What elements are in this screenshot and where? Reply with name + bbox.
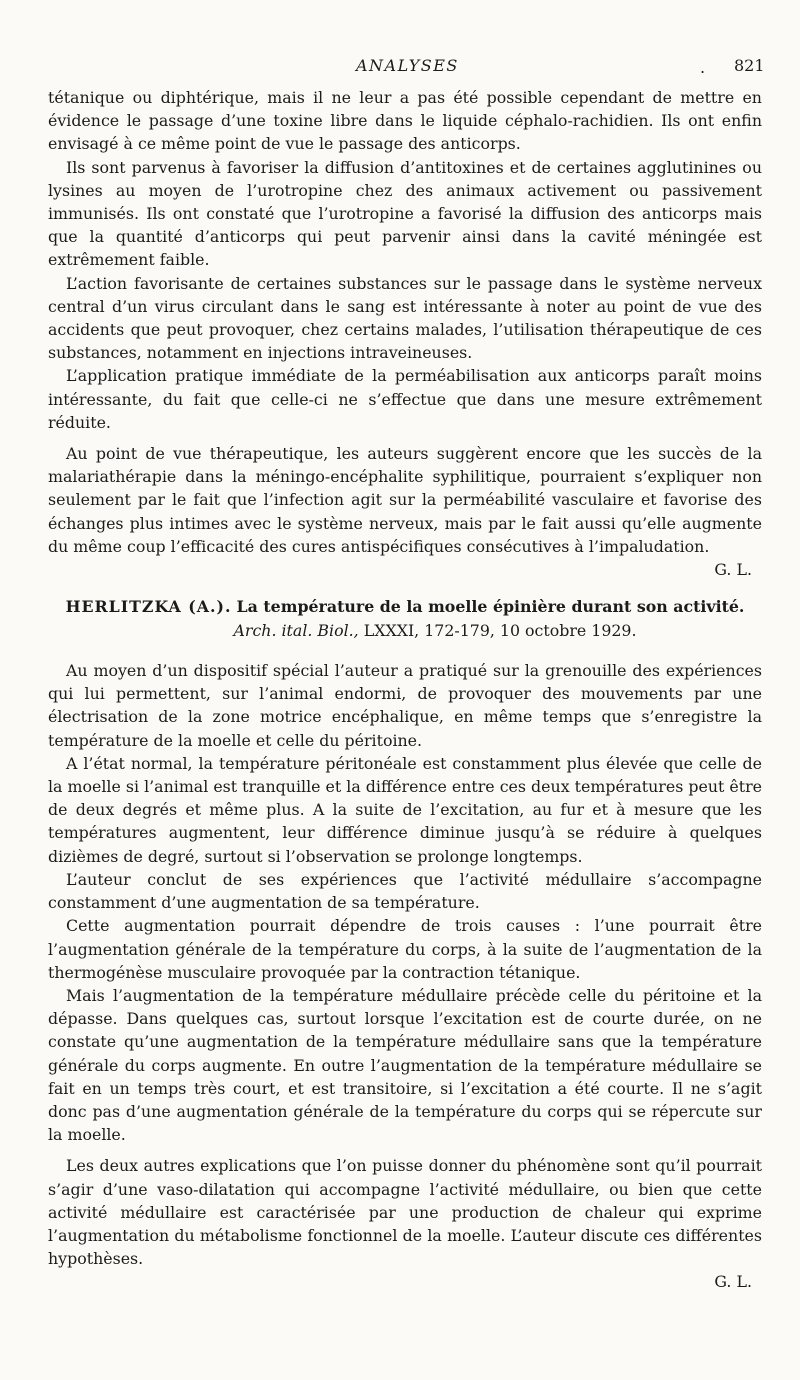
journal-reference: LXXXI, 172-179, 10 octobre 1929. <box>363 621 637 641</box>
paragraph: Au point de vue thérapeutique, les auteurs suggèrent encore que les succès de la malariathérapie dans la méningo-encéphalite syphilitique, pourraient s’expliquer non seulement par le fait que l’infection agit sur la perméabilité vasculaire et favorise des échanges plus intimes avec le système nerveux, mais par le fait aussi qu’elle augmente du même coup l’efficacité des cures antispécifiques consécutives à l’impaludation. <box>48 444 762 556</box>
paragraph: L’auteur conclut de ses expériences que l’activité médullaire s’accompagne constamment d’une augmentation de sa température. <box>48 869 762 913</box>
running-head <box>0 56 800 80</box>
paragraph: L’application pratique immédiate de la perméabilisation aux anticorps paraît moins intéressante, du fait que celle-ci ne s’effectue que dans une mesure extrêmement réduite. <box>48 366 762 432</box>
reviewer-signature: G. L. <box>714 560 752 580</box>
paragraph: L’action favorisante de certaines substances sur le passage dans le système nerveux central d’un virus circulant dans le sang est intéressante à noter au point de vue des accidents que peut provoquer, chez certains malades, l’utilisation thérapeutique de ces substances, notamment en injections intraveineuses. <box>48 273 762 363</box>
paragraph: Au moyen d’un dispositif spécial l’auteur a pratiqué sur la grenouille des expériences qui lui permettent, sur l’animal endormi, de provoquer des mouvements par une électrisation de la zone motrice encéphalique, en même temps que s’enregistre la température de la moelle et celle du péritoine. <box>48 661 762 750</box>
paragraph: Les deux autres explications que l’on puisse donner du phénomène sont qu’il pourrait s’agir d’une vaso-dilatation qui accompagne l’activité médullaire, ou bien que cette activité médullaire est caractérisée par une production de chaleur qui exprime l’augmentation du métabolisme fonctionnel de la moelle. L’auteur discute ces différentes hypothèses. <box>48 1156 762 1269</box>
article-heading <box>48 595 762 619</box>
journal-name: Arch. ital. Biol., <box>233 621 359 641</box>
paragraph: tétanique ou diphtérique, mais il ne leur a pas été possible cependant de mettre en évidence le passage d’une toxine libre dans le liquide céphalo-rachidien. Ils ont enfin envisagé à ce même point de vue le passage des anticorps. <box>48 88 762 154</box>
review-continued <box>48 86 762 581</box>
paragraph: Ils sont parvenus à favoriser la diffusion d’antitoxines et de certaines agglutinines ou lysines au moyen de l’urotropine chez des animaux activement ou passivement immunisés. Ils ont constaté que l’urotropine a favorisé la diffusion des anticorps mais que la quantité d’anticorps qui peut parvenir ainsi dans la cavité méningée est extrêmement faible. <box>48 157 762 270</box>
paragraph: Cette augmentation pourrait dépendre de trois causes : l’une pourrait être l’augmentation générale de la température du corps, à la suite de l’augmentation de la thermogénèse musculaire provoquée par la contraction tétanique. <box>48 916 762 982</box>
reviewer-signature: G. L. <box>714 1272 752 1292</box>
review-herlitzka <box>48 595 762 1293</box>
page-number: 821 <box>734 56 765 75</box>
paragraph: A l’état normal, la température péritonéale est constamment plus élevée que celle de la moelle si l’animal est tranquille et la différence entre ces deux températures peut être de deux degrés et même plus. A la suite de l’excitation, au fur et à mesure que les températures augmentent, leur différence diminue jusqu’à se réduire à quelques dizièmes de degré, surtout si l’observation se prolonge longtemps. <box>48 753 762 866</box>
page-body <box>48 86 762 1293</box>
running-head-dot: . <box>700 58 706 77</box>
article-citation <box>48 619 762 643</box>
article-title: La température de la moelle épinière durant son activité. <box>236 597 745 617</box>
article-author: HERLITZKA (A.). <box>65 597 232 617</box>
paragraph: Mais l’augmentation de la température médullaire précède celle du péritoine et la dépasse. Dans quelques cas, surtout lorsque l’excitation est de courte durée, on ne constate qu’une augmentation de la température médullaire sans que la température générale du corps augmente. En outre l’augmentation de la température médullaire se fait en un temps très court, et est transitoire, si l’excitation a été courte. Il ne s’agit donc pas d’une augmentation générale de la température du corps qui se répercute sur la moelle. <box>48 985 762 1145</box>
running-head-title: ANALYSES <box>356 56 459 75</box>
